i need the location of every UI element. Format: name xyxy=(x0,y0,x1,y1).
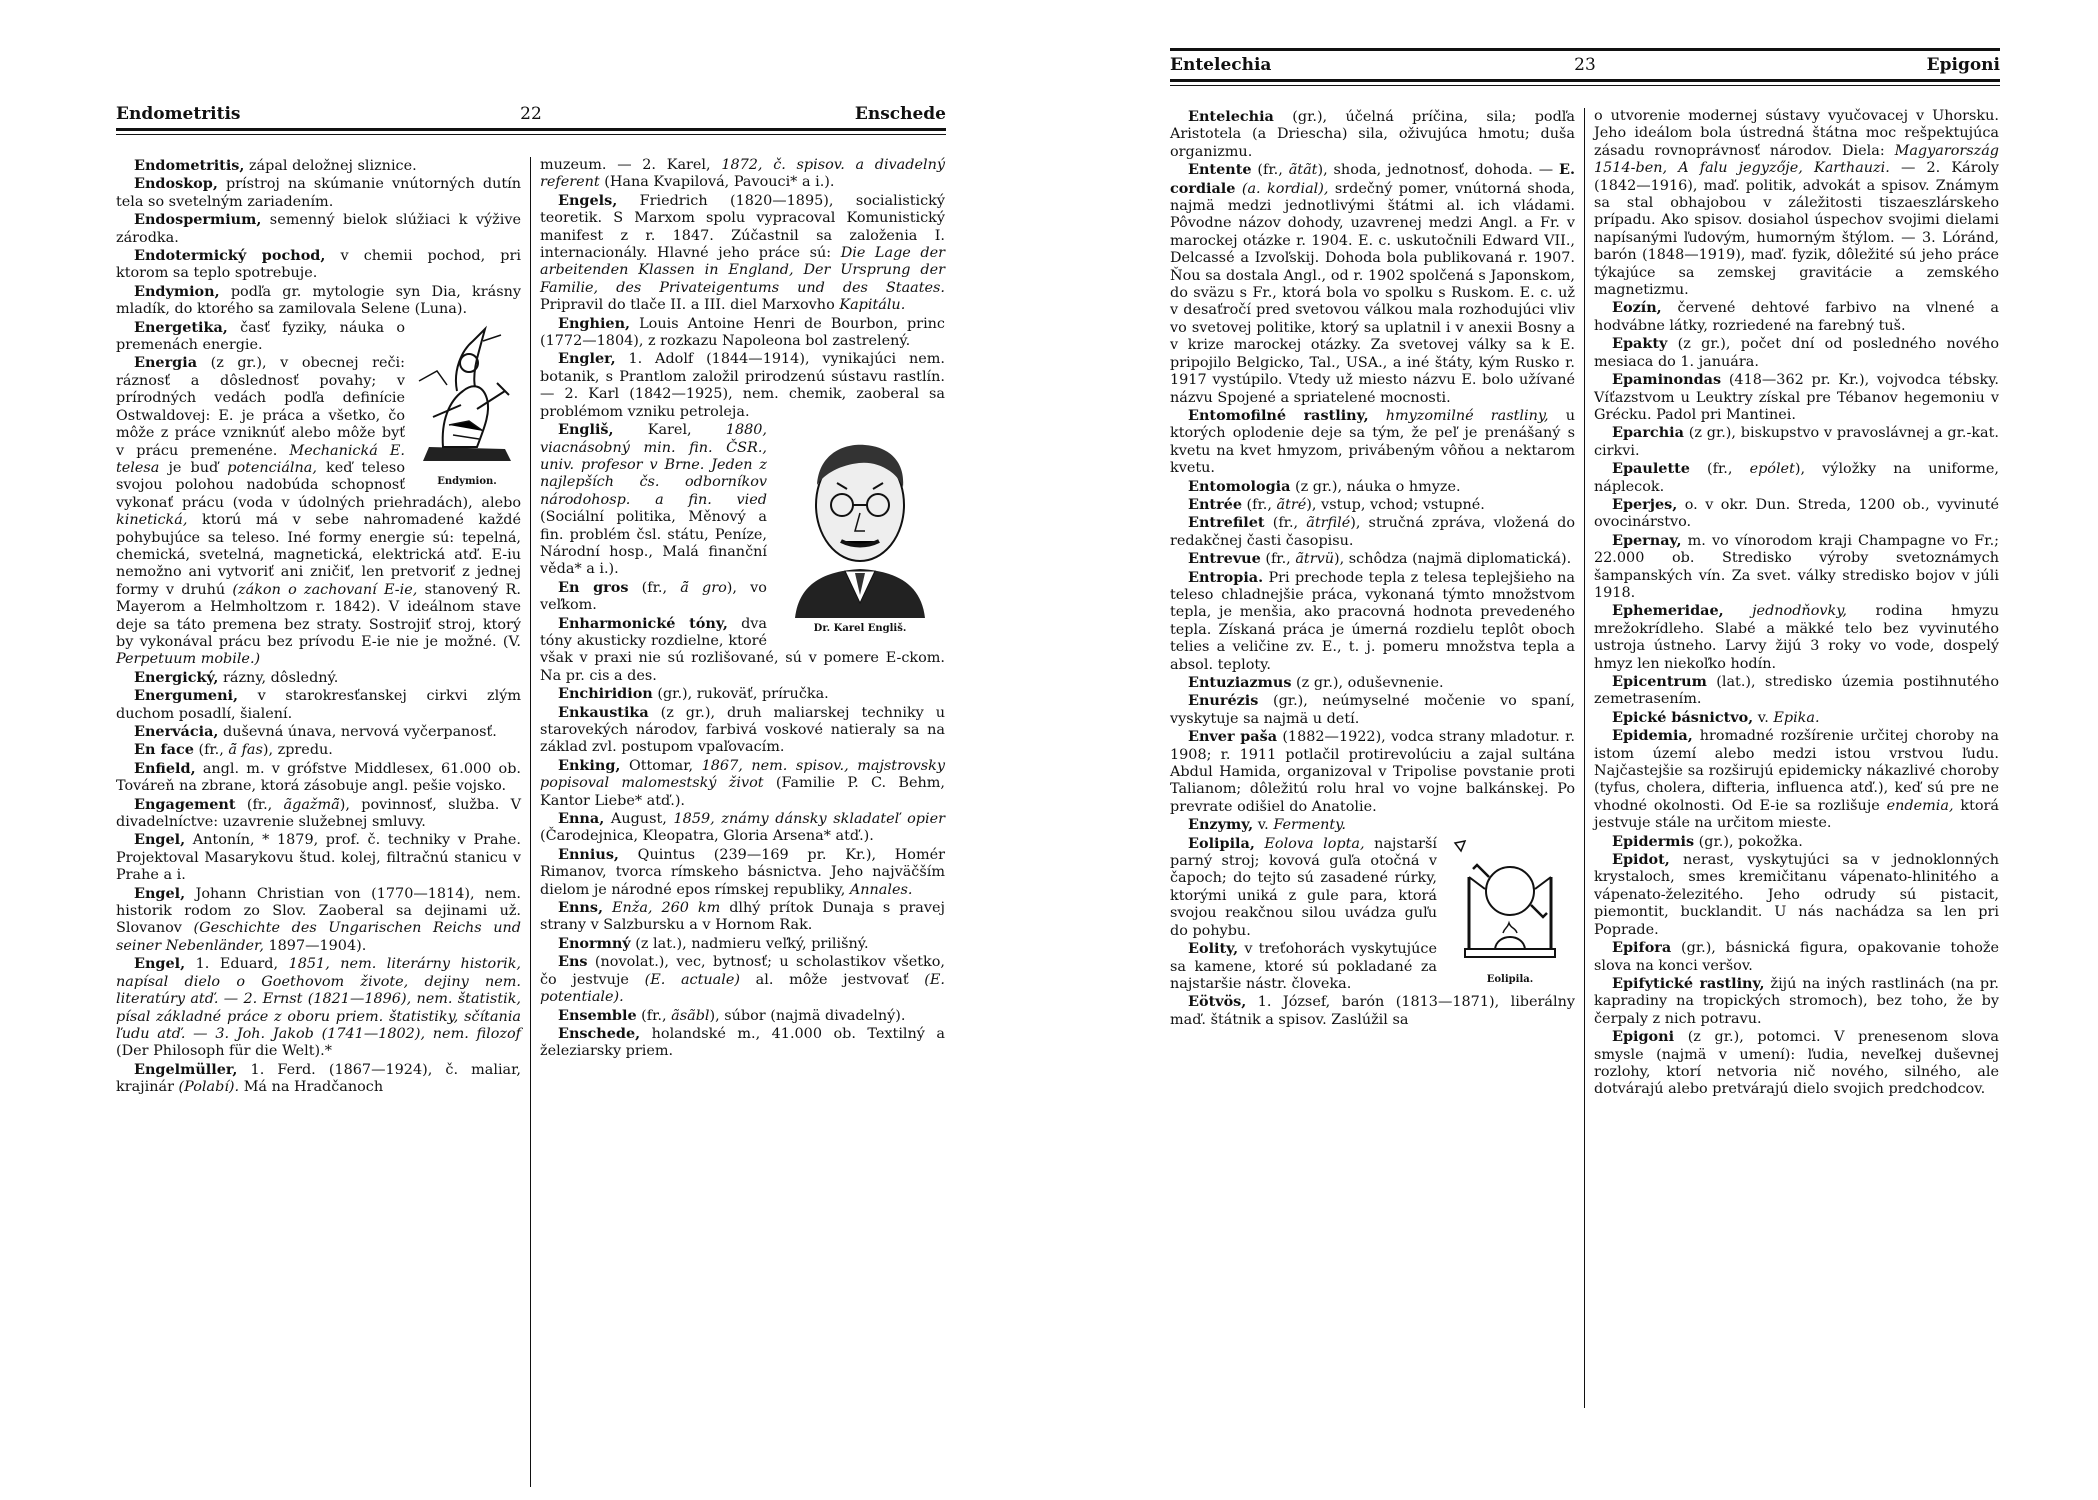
dictionary-entry: Engelmüller, 1. Ferd. (1867—1924), č. maliar, krajinár (Polabí). Má na Hradčanoch xyxy=(116,1060,521,1096)
right-page xyxy=(1170,48,2000,1448)
dictionary-entry: Ennius, Quintus (239—169 pr. Kr.), Homér Rimanov, tvorca rímskeho básnictva. Jeho najväčším dielom je národné epos rímskej republiky, Annales. xyxy=(540,845,945,898)
dictionary-entry: Energetika, časť fyziky, náuka o premenách energie. xyxy=(116,318,405,354)
dictionary-entry: Entrefilet (fr., ãtrfilé), stručná zpráva, vložená do redakčnej časti časopisu. xyxy=(1170,514,1575,549)
header-rule xyxy=(116,128,946,131)
dictionary-entry: Endotermický pochod, v chemii pochod, pri ktorom sa teplo spotrebuje. xyxy=(116,247,521,282)
dictionary-entry: En gros (fr., ã̃ gro), vo veľkom. xyxy=(540,578,767,614)
dictionary-entry: Enormný (z lat.), nadmieru veľký, prilišný. xyxy=(558,934,869,952)
dictionary-entry: Enzymy, v. Fermenty. xyxy=(1188,816,1346,834)
dictionary-entry: Energia (z gr.), v obecnej reči: ráznosť a dôslednosť povahy; v prírodných vedách podľa definície Ostwaldovej: E. je práca a všetko, čo môže z práce vzniknúť alebo môže byť v prácu premenéne. Mechanická E. telesa je buď potenciálna, keď teleso svojou polohou nadobúda schopnosť vykonať prácu (voda v údolných priehradách), alebo kinetická, ktorú má v sebe nahromadené každé pohybujúce sa teleso. Iné formy energie sú: tepelná, chemická, svetelná, magnetická, elektrická atď. E-iu nemožno ani vytvoriť ani zničiť, len pretvoriť z jednej formy v druhú (zákon o zachovaní E-ie, stanovený R. Mayerom a Helmholtzom r. 1842). V ideálnom stave deje sa táto premena bez straty. Sostrojiť stroj, ktorý by vykonával prácu bez prívodu E-ie nie je možné. (V. Perpetuum mobile.) xyxy=(116,354,521,668)
dictionary-entry: Entuziazmus (z gr.), oduševnenie. xyxy=(1188,674,1444,691)
right-header-first-entry: Entelechia xyxy=(1170,55,1272,75)
dictionary-entry: Eozín, červené dehtové farbivo na vlnené a hodvábne látky, rozriedené na farebný tuš. xyxy=(1594,299,1999,334)
right-column-2 xyxy=(1594,108,1999,1099)
dictionary-entry: Endometritis, zápal deložnej sliznice. xyxy=(134,157,417,174)
dictionary-entry: Enna, August, 1859, známy dánsky skladateľ opier (Čarodejnica, Kleopatra, Gloria Arsena* atď.). xyxy=(540,810,945,845)
dictionary-entry: Ens (novolat.), vec, bytnosť; u scholastikov všetko, čo jestvuje (E. actuale) al. môže jestvovať (E. potentiale). xyxy=(540,953,945,1006)
left-column-2 xyxy=(540,157,945,1061)
dictionary-entry: Engel, 1. Eduard, 1851, nem. literárny historik, napísal dielo o Goethovom živote, dejiny nem. literatúry atď. — 2. Ernst (1821—1896), nem. štatistik, písal základné práce z oboru priem. štatistiky, sčítania ľudu atď. — 3. Joh. Jakob (1741—1802), nem. filozof (Der Philosoph für die Welt).* xyxy=(116,955,521,1060)
column-divider xyxy=(1584,108,1585,1408)
dictionary-entry: Enking, Ottomar, 1867, nem. spisov., majstrovsky popisoval malomestský život (Familie P. C. Behm, Kantor Liebe* atď.). xyxy=(540,756,946,809)
dictionary-entry: Enschede, holandské m., 41.000 ob. Textilný a železiarsky priem. xyxy=(540,1024,945,1060)
dictionary-entry: Energický, rázny, dôsledný. xyxy=(134,668,339,686)
left-page xyxy=(116,100,946,1470)
endymion-caption: Endymion. xyxy=(437,475,497,487)
left-page-header xyxy=(116,100,946,128)
dictionary-entry: Epidermis (gr.), pokožka. xyxy=(1612,832,1803,850)
dictionary-entry: Epaulette (fr., epólet), výložky na uniforme, náplecok. xyxy=(1594,460,1999,495)
dictionary-entry: Entrée (fr., ãtré), vstup, vchod; vstupné. xyxy=(1188,495,1485,513)
dictionary-entry: Engel, Antonín, * 1879, prof. č. techniky v Prahe. Projektoval Masarykovu štud. kolej, filtračnú stanicu v Prahe a i. xyxy=(116,831,521,884)
dictionary-entry: muzeum. — 2. Karel, 1872, č. spisov. a divadelný referent (Hana Kvapilová, Pavouci* a i.). xyxy=(540,157,945,191)
dictionary-entry: Enurézis (gr.), neúmyselné močenie vo spaní, vyskytuje sa najmä u detí. xyxy=(1170,692,1575,727)
dictionary-entry: Enharmonické tóny, dva tóny akusticky rozdielne, ktoré však v praxi nie sú rozlišované, sú v pomere E-ckom. Na pr. cis a des. xyxy=(540,614,945,684)
endymion-figure xyxy=(413,321,521,490)
dictionary-entry: Enghien, Louis Antoine Henri de Bourbon, princ (1772—1804), z rozkazu Napoleona bol zastrelený. xyxy=(540,314,945,350)
dictionary-entry: Enfield, angl. m. v grófstve Middlesex, 61.000 ob. Továreň na zbrane, ktorá zásobuje angl. pešie vojsko. xyxy=(116,759,521,795)
dictionary-entry: Epigoni (z gr.), potomci. V prenesenom slova smysle (najmä v umení): ľudia, neveľkej duševnej rozlohy, ktorí netvoria nič nového, silného, ale dotvárajú alebo pretvárajú dielo svojich predchodcov. xyxy=(1594,1028,1999,1098)
dictionary-entry: Eolity, v treťohorách vyskytujúce sa kamene, ktoré sú pokladané za najstaršie nástr. človeka. xyxy=(1170,940,1437,992)
right-column-1 xyxy=(1170,108,1575,1029)
dictionary-entry: Ephemeridae, jednodňovky, rodina hmyzu mrežokrídleho. Slabé a mäkké telo bez vyvinutého ustroja ústneho. Larvy žijú 3 roky vo vode, dospelý hmyz len niekoľko hodín. xyxy=(1594,602,2000,672)
dictionary-entry: Eperjes, o. v okr. Dun. Streda, 1200 ob., vyvinuté ovocinárstvo. xyxy=(1594,495,1999,531)
right-page-number: 23 xyxy=(1574,55,1596,75)
dictionary-entry: Entente (fr., ãtãt), shoda, jednotnosť, dohoda. — E. cordiale (a. kordial), srdečný pomer, vnútorná shoda, najmä medzi jednotlivými štátmi al. ich vládami. Pôvodne názov dohody, uzavrenej medzi Angl. a Fr. v marockej otázke r. 1904. E. c. uskutočnili Edward VII., Delcassé a Izvoľskij. Dohoda bola publikovaná r. 1907. Ňou sa dostala Angl., od r. 1902 spolčená s Japonskom, do sväzu s Fr., ktorá bola vo spolku s Ruskom. E. c. už v desaťročí pred svetovou válkou mala rozhodujúci vliv vo svetovej politike, ktorý sa uplatnil i v anexii Bosny a v krize marockej otázky. Za svetovej války sa k E. pripojilo Belgicko, Tal., USA., a iné štáty, kým Rusko r. 1917 vystúpilo. Vtedy už miesto názvu E. bolo užívané názvu Spojené a spriatelené mocnosti. xyxy=(1170,161,1576,406)
dictionary-entry: Enchiridion (gr.), rukoväť, príručka. xyxy=(558,685,829,703)
dictionary-entry: Ensemble (fr., ãsãbl), súbor (najmä divadelný). xyxy=(558,1006,906,1024)
dictionary-entry: Eötvös, 1. József, barón (1813—1871), liberálny maď. štátnik a spisov. Zaslúžil sa xyxy=(1170,993,1575,1028)
header-rule-thin xyxy=(116,134,946,135)
dictionary-entry: Epické básnictvo, v. Epika. xyxy=(1612,708,1820,726)
dictionary-entry: Engels, Friedrich (1820—1895), socialistický teoretik. S Marxom spolu vypracoval Komunistický manifest z r. 1847. Zúčastnil sa založenia I. internacionály. Hlavné jeho práce sú: Die Lage der arbeitenden Klassen in England, Der Ursprung der Familie, des Privateigentums und des Staates. Pripravil do tlače II. a III. diel Marxovho Kapitálu. xyxy=(540,191,945,314)
dictionary-entry: Epifora (gr.), básnická figura, opakovanie tohože slova na konci veršov. xyxy=(1594,939,1999,974)
dictionary-entry: Endospermium, semenný bielok slúžiaci k výžive zárodka. xyxy=(116,211,521,246)
dictionary-entry: Engagement (fr., ãgažmã̃), povinnosť, služba. V divadelníctve: uzavrenie služebnej smluvy. xyxy=(116,795,521,831)
right-page-header xyxy=(1170,51,2000,79)
dictionary-entry: Energumeni, v starokresťanskej cirkvi zlým duchom posadlí, šialení. xyxy=(116,687,521,722)
dictionary-entry: Entomologia (z gr.), náuka o hmyze. xyxy=(1188,477,1461,495)
dictionary-entry: Enver paša (1882—1922), vodca strany mladotur. r. 1908; r. 1911 potlačil protirevolúciu a zajal sultána Abdul Hamida, organizoval v Tripolise povstanie proti Talianom; dôležitú rolu hral vo vojne balkánskej. Po prevrate odišiel do Anatolie. xyxy=(1170,728,1575,815)
dictionary-entry: o utvorenie modernej sústavy vyučovacej v Uhorsku. Jeho ideálom bola ústredná štátna moc rešpektujúca zásadu rovnoprávnosť národov. Diela: Magyarország 1514-ben, A falu jegyzője, Karthauzi. — 2. Károly (1842—1916), maď. politik, advokát a spisov. Známym sa stal obhajobou v záležitosti tiszaeszlárskeho prípadu. Ako spisov. dosiahol úspechov svojimi dielami napísanými ľudovým, humorným štýlom. — 3. Lóránd, barón (1848—1919), maď. fyzik, dôležité sú jeho práce týkajúce sa zemskej gravitácie a zemského magnetizmu. xyxy=(1594,108,1999,299)
eolipila-caption: Eolipila. xyxy=(1486,973,1534,985)
dictionary-entry: Epernay, m. vo vínorodom kraji Champagne vo Fr.; 22.000 ob. Stredisko výroby svetoznámych šampanských vín. Za svet. války stredisko bojov v júli 1918. xyxy=(1594,531,1999,601)
column-divider xyxy=(530,157,531,1487)
right-header-last-entry: Epigoni xyxy=(1926,55,2000,75)
dictionary-entry: Epidot, nerast, vyskytujúci sa v jednoklonných krystaloch, smes kremičitanu vápenato-hlinitého a vápenato-železitého. Jeho odrudy sú pistacit, piemontit, bucklandit. U nás nachádza sa len pri Poprade. xyxy=(1594,851,1999,938)
endymion-illustration xyxy=(413,321,521,471)
header-rule xyxy=(1170,79,2000,82)
dictionary-entry: Enkaustika (z gr.), druh maliarskej techniky u starovekých národov, farbivá voskové natieraly sa na základ zvl. postupom vpaľovacím. xyxy=(540,703,945,756)
englis-portrait-figure xyxy=(775,423,945,637)
dictionary-entry: Epicentrum (lat.), stredisko územia postihnutého zemetrasením. xyxy=(1594,673,1999,708)
dictionary-entry: Engler, 1. Adolf (1844—1914), vynikajúci nem. botanik, s Prantlom založil prirodzenú sústavu rastlín. — 2. Karl (1842—1925), nem. chemik, zaoberal sa problémom vzniku petroleja. xyxy=(540,350,945,420)
dictionary-entry: Epakty (z gr.), počet dní od posledného nového mesiaca do 1. januára. xyxy=(1594,335,1999,370)
dictionary-entry: Eolipila, Eolova lopta, najstarší parný stroj; kovová guľa otočná v čapoch; do tejto sú zasadené rúrky, ktorými uniká z gule para, ktorá svojou reakčnou silou uvádza guľu do pohybu. xyxy=(1170,834,1438,939)
dictionary-entry: Entrevue (fr., ãtrvü), schôdza (najmä diplomatická). xyxy=(1188,550,1572,568)
eolipila-figure xyxy=(1445,837,1575,988)
englis-portrait xyxy=(775,423,945,618)
dictionary-entry: Epifytické rastliny, žijú na iných rastlinách (na pr. kapradiny na tropických stromoch), bez toho, že by čerpaly z nich potravu. xyxy=(1594,974,2000,1027)
dictionary-entry: Eparchia (z gr.), biskupstvo v pravoslávnej a gr.-kat. cirkvi. xyxy=(1594,424,1999,459)
left-page-number: 22 xyxy=(520,104,542,124)
dictionary-entry: En face (fr., ã̃ fas), zpredu. xyxy=(134,741,333,759)
dictionary-entry: Entelechia (gr.), účelná príčina, sila; podľa Aristotela (a Driescha) sila, oživujúca hmotu; duša organizmu. xyxy=(1170,108,1575,160)
dictionary-entry: Entomofilné rastliny, hmyzomilné rastliny, u ktorých oplodenie deje sa tým, že peľ je prenášaný s kvetu na kvet hmyzom, privábeným vôňou a nektarom kvetu. xyxy=(1170,406,1575,477)
left-column-1 xyxy=(116,157,521,1097)
dictionary-entry: Endoskop, prístroj na skúmanie vnútorných dutín tela so svetelným zariadením. xyxy=(116,175,521,210)
dictionary-entry: Enns, Enža, 260 km dlhý prítok Dunaja s pravej strany v Salzbursku a v Hornom Rak. xyxy=(540,899,945,934)
header-rule-thin xyxy=(1170,85,2000,86)
dictionary-entry: Engel, Johann Christian von (1770—1814), nem. historik rodom zo Slov. Zaoberal sa dejinami už. Slovanov (Geschichte des Ungarischen Reichs und seiner Nebenländer, 1897—1904). xyxy=(116,884,521,954)
eolipila-illustration xyxy=(1445,837,1575,969)
left-header-first-entry: Endometritis xyxy=(116,104,241,124)
englis-caption: Dr. Karel Engliš. xyxy=(813,623,907,635)
dictionary-entry: Engliš, Karel, 1880, viacnásobný min. fin. ČSR., univ. profesor v Brne. Jeden z najlepších čs. odborníkov národohosp. a fin. vied (Sociální politika, Měnový a fin. problém čsl. státu, Peníze, Národní hosp., Malá finanční věda* a i.). xyxy=(540,421,767,578)
dictionary-entry: Endymion, podľa gr. mytologie syn Dia, krásny mladík, do ktorého sa zamilovala Selene (Luna). xyxy=(116,282,521,318)
dictionary-entry: Entropia. Pri prechode tepla z telesa teplejšieho na teleso chladnejšie práca, vykonaná týmto množstvom tepla, je menšia, ako pracovná hodnota prevedeného tepla. Získaná práca je úmerná rozdielu teplôt oboch telies a veličine zv. E., t. j. pomeru množstva tepla a absol. teploty. xyxy=(1170,568,1575,673)
dictionary-entry: Epaminondas (418—362 pr. Kr.), vojvodca tébsky. Víťazstvom u Leuktry získal pre Tébanov hegemoniu v Grécku. Padol pri Mantinei. xyxy=(1594,371,1999,423)
dictionary-entry: Enervácia, duševná únava, nervová vyčerpanosť. xyxy=(134,723,497,740)
dictionary-entry: Epidemia, hromadné rozšírenie určitej choroby na istom území alebo medzi istou vrstvou ľudu. Najčastejšie sa rozširujú epidemicky nákazlivé choroby (tyfus, cholera, difteria, influenca atď.), keď sú pre ne vhodné okolnosti. Od E-ie sa rozlišuje endemia, ktorá jestvuje stále na určitom mieste. xyxy=(1594,727,1999,832)
left-header-last-entry: Enschede xyxy=(854,104,946,124)
